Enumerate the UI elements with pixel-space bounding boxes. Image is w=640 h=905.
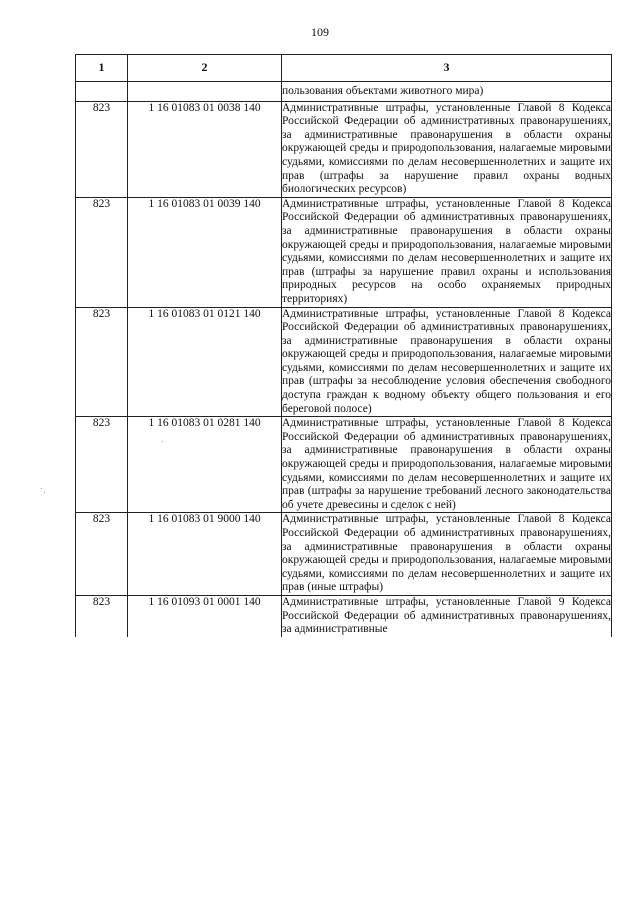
admin-code-cell: 823 <box>76 417 128 513</box>
table-row <box>76 417 612 513</box>
continuation-text: пользования объектами животного мира) <box>282 82 612 102</box>
table-row <box>76 595 612 636</box>
column-header-3: 3 <box>282 55 612 82</box>
admin-code-cell: 823 <box>76 513 128 596</box>
budget-code-cell: 1 16 01083 01 0039 140 <box>128 197 282 307</box>
table-row <box>76 101 612 197</box>
description-cell: Административные штрафы, установленные Главой 8 Кодекса Российской Федерации об административных правонарушениях, за административные правонарушения в области охраны окружающей среды и природопользования, налагаемые мировыми судьями, комиссиями по делам несовершеннолетних и защите их прав (иные штрафы) <box>282 513 612 596</box>
description-cell: Административные штрафы, установленные Главой 8 Кодекса Российской Федерации об административных правонарушениях, за административные правонарушения в области охраны окружающей среды и природопользования, налагаемые мировыми судьями, комиссиями по делам несовершеннолетних и защите их прав (штрафы за несоблюдение условия обеспечения свободного доступа граждан к водному объекту общего пользования и его береговой полосе) <box>282 307 612 417</box>
admin-code-cell: 823 <box>76 595 128 636</box>
budget-code-cell: 1 16 01083 01 9000 140 <box>128 513 282 596</box>
page-number: 109 <box>311 25 329 39</box>
continuation-admin-cell <box>76 82 128 102</box>
description-cell: Административные штрафы, установленные Главой 8 Кодекса Российской Федерации об административных правонарушениях, за административные правонарушения в области охраны окружающей среды и природопользования, налагаемые мировыми судьями, комиссиями по делам несовершеннолетних и защите их прав (штрафы за нарушение правил охраны водных биологических ресурсов) <box>282 101 612 197</box>
description-cell: Административные штрафы, установленные Главой 8 Кодекса Российской Федерации об административных правонарушениях, за административные правонарушения в области охраны окружающей среды и природопользования, налагаемые мировыми судьями, комиссиями по делам несовершеннолетних и защите их прав (штрафы за нарушение требований лесного законодательства об учете древесины и сделок с ней) <box>282 417 612 513</box>
budget-code-cell: 1 16 01083 01 0121 140 <box>128 307 282 417</box>
scan-speck <box>44 492 45 493</box>
budget-code-cell: 1 16 01083 01 0281 140 <box>128 417 282 513</box>
description-cell: Административные штрафы, установленные Главой 9 Кодекса Российской Федерации об административных правонарушениях, за административные <box>282 595 611 636</box>
table-row <box>76 307 612 417</box>
scan-speck <box>162 441 163 442</box>
column-header-2: 2 <box>128 55 282 82</box>
admin-code-cell: 823 <box>76 307 128 417</box>
scan-speck <box>41 488 42 489</box>
table-row <box>76 513 612 596</box>
continuation-row <box>76 82 612 102</box>
admin-code-cell: 823 <box>76 197 128 307</box>
budget-codes-table <box>75 54 612 637</box>
continuation-code-cell <box>128 82 282 102</box>
description-cell: Административные штрафы, установленные Главой 8 Кодекса Российской Федерации об административных правонарушениях, за административные правонарушения в области охраны окружающей среды и природопользования, налагаемые мировыми судьями, комиссиями по делам несовершеннолетних и защите их прав (штрафы за нарушение правил охраны и использования природных ресурсов на особо охраняемых природных территориях) <box>282 197 612 307</box>
table-row <box>76 197 612 307</box>
table-header-row <box>76 55 612 82</box>
column-header-1: 1 <box>76 55 128 82</box>
admin-code-cell: 823 <box>76 101 128 197</box>
budget-code-cell: 1 16 01083 01 0038 140 <box>128 101 282 197</box>
budget-code-cell: 1 16 01093 01 0001 140 <box>128 595 282 636</box>
